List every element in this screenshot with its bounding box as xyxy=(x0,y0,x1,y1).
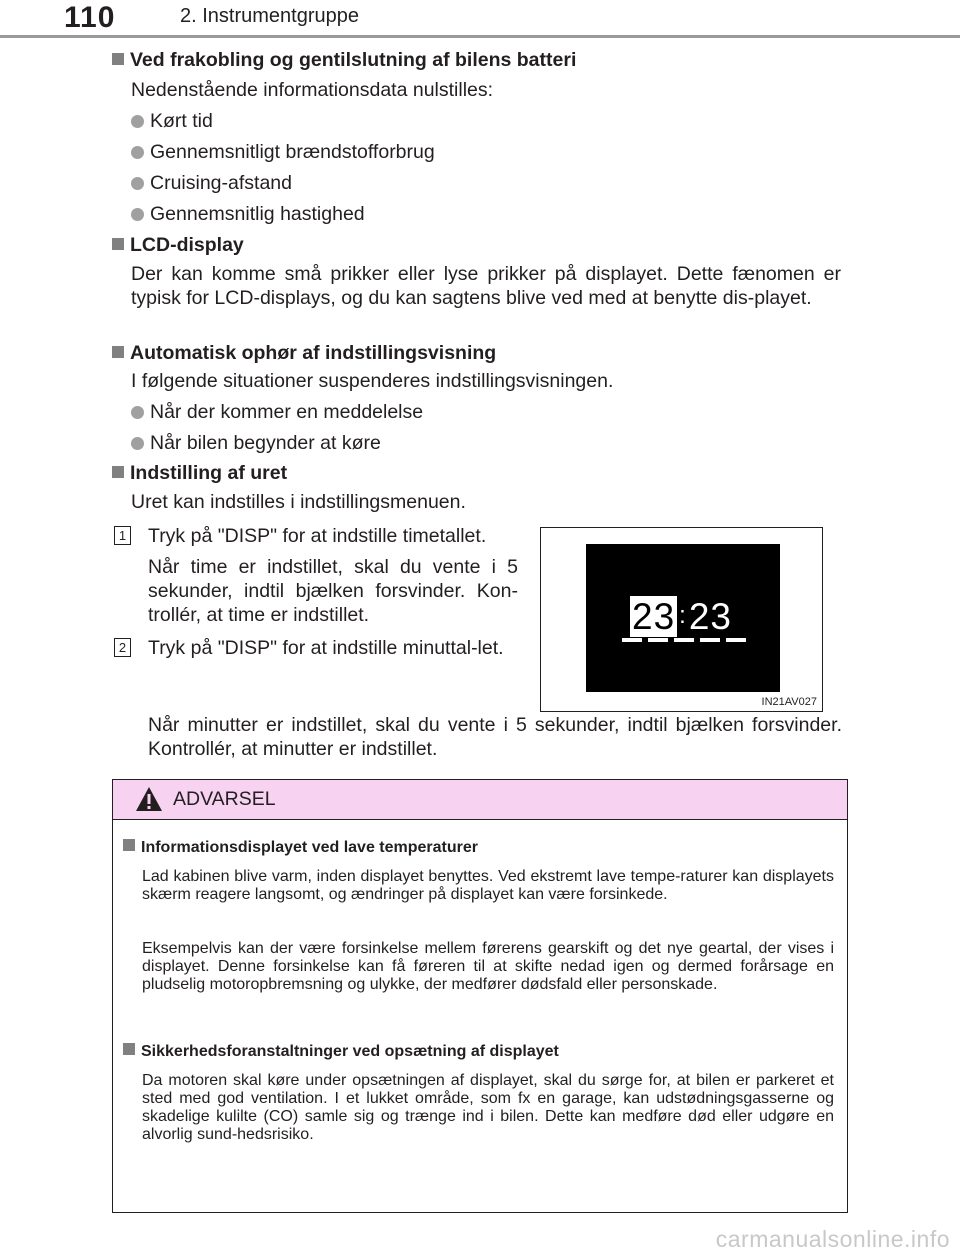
paragraph-lcd: Der kan komme små prikker eller lyse prikker på displayet. Dette fænomen er typisk for LCD-displays, og du kan sagtens blive ved med at benytte dis-playet. xyxy=(131,263,841,309)
paragraph-clock-intro: Uret kan indstilles i indstillingsmenuen. xyxy=(131,491,466,513)
figure-code: IN21AV027 xyxy=(761,696,817,708)
round-bullet-icon xyxy=(131,437,144,450)
step-2-note: Når minutter er indstillet, skal du vente i 5 sekunder, indtil bjælken forsvinder. Kontrollér, at minutter er indstillet. xyxy=(148,714,842,760)
round-bullet-icon xyxy=(131,208,144,221)
square-bullet-icon xyxy=(123,1043,135,1055)
setting-bar xyxy=(622,638,746,642)
list-item: Når bilen begynder at køre xyxy=(131,431,381,455)
clock-display-figure xyxy=(540,527,823,712)
square-bullet-icon xyxy=(112,238,124,250)
square-bullet-icon xyxy=(112,53,124,65)
round-bullet-icon xyxy=(131,146,144,159)
step-2 xyxy=(114,636,518,660)
section-heading-battery: Ved frakobling og gentilslutning af bilens batteri xyxy=(112,48,576,72)
page-header xyxy=(0,0,960,36)
list-item: Kørt tid xyxy=(131,109,213,133)
round-bullet-icon xyxy=(131,177,144,190)
section-heading-lcd: LCD-display xyxy=(112,233,244,257)
step-1-note: Når time er indstillet, skal du vente i 5 sekunder, indtil bjælken forsvinder. Kon-trollér, at time er indstillet. xyxy=(148,556,518,626)
clock-readout xyxy=(630,596,732,637)
list-item: Gennemsnitligt brændstofforbrug xyxy=(131,140,435,164)
paragraph-battery-intro: Nedenstående informationsdata nulstilles: xyxy=(131,79,494,101)
step-1 xyxy=(114,524,518,548)
square-bullet-icon xyxy=(123,839,135,851)
warning-triangle-icon xyxy=(135,786,163,812)
round-bullet-icon xyxy=(131,115,144,128)
step-2-text: Tryk på "DISP" for at indstille minuttal-let. xyxy=(148,637,504,659)
list-item: Cruising-afstand xyxy=(131,171,292,195)
watermark: carmanualsonline.info xyxy=(715,1226,950,1252)
section-heading-clock: Indstilling af uret xyxy=(112,461,287,485)
warning-paragraph: Lad kabinen blive varm, inden displayet benyttes. Ved ekstremt lave tempe-raturer kan displayets skærm reagere langsomt, og ændringer på displayet kan være forsinkede. xyxy=(142,868,834,903)
display-screen xyxy=(586,544,780,692)
bar-segment xyxy=(674,638,694,642)
clock-hours-highlighted: 23 xyxy=(632,596,676,637)
clock-minutes: 23 xyxy=(688,596,732,637)
warning-heading-setup: Sikkerhedsforanstaltninger ved opsætning af displayet xyxy=(123,1043,559,1061)
round-bullet-icon xyxy=(131,406,144,419)
bar-segment xyxy=(622,638,642,642)
list-item: Gennemsnitlig hastighed xyxy=(131,202,365,226)
clock-separator: : xyxy=(679,602,687,629)
bar-segment xyxy=(648,638,668,642)
warning-title: ADVARSEL xyxy=(173,788,276,810)
warning-heading-low-temp: Informationsdisplayet ved lave temperaturer xyxy=(123,839,478,857)
step-1-text: Tryk på "DISP" for at indstille timetallet. xyxy=(148,525,487,547)
bar-segment xyxy=(726,638,746,642)
warning-paragraph: Eksempelvis kan der være forsinkelse mellem førerens gearskift og det nye geartal, der vises i displayet. Denne forsinkelse kan få føreren til at skifte nedad igen og dermed forårsage en pludselig motoropbremsning og ulykke, der medfører dødsfald eller personskade. xyxy=(142,940,834,993)
list-item: Når der kommer en meddelelse xyxy=(131,400,423,424)
warning-box xyxy=(112,779,848,1213)
square-bullet-icon xyxy=(112,346,124,358)
section-title: 2. Instrumentgruppe xyxy=(180,5,359,27)
warning-header xyxy=(113,780,847,820)
header-rule xyxy=(0,35,960,38)
bar-segment xyxy=(700,638,720,642)
step-number-1: 1 xyxy=(114,526,131,545)
section-heading-auto-stop: Automatisk ophør af indstillingsvisning xyxy=(112,341,496,365)
paragraph-auto-stop: I følgende situationer suspenderes indstillingsvisningen. xyxy=(131,370,614,392)
warning-paragraph: Da motoren skal køre under opsætningen af displayet, skal du sørge for, at bilen er parkeret et sted med god ventilation. I et lukket område, som fx en garage, kan udstødningsgasserne og skadelige kulilte (CO) samle sig og trænge ind i bilen. Dette kan medføre død eller udgøre en alvorlig sund-hedsrisiko. xyxy=(142,1072,834,1143)
step-number-2: 2 xyxy=(114,638,131,657)
page-number: 110 xyxy=(64,1,116,34)
square-bullet-icon xyxy=(112,466,124,478)
